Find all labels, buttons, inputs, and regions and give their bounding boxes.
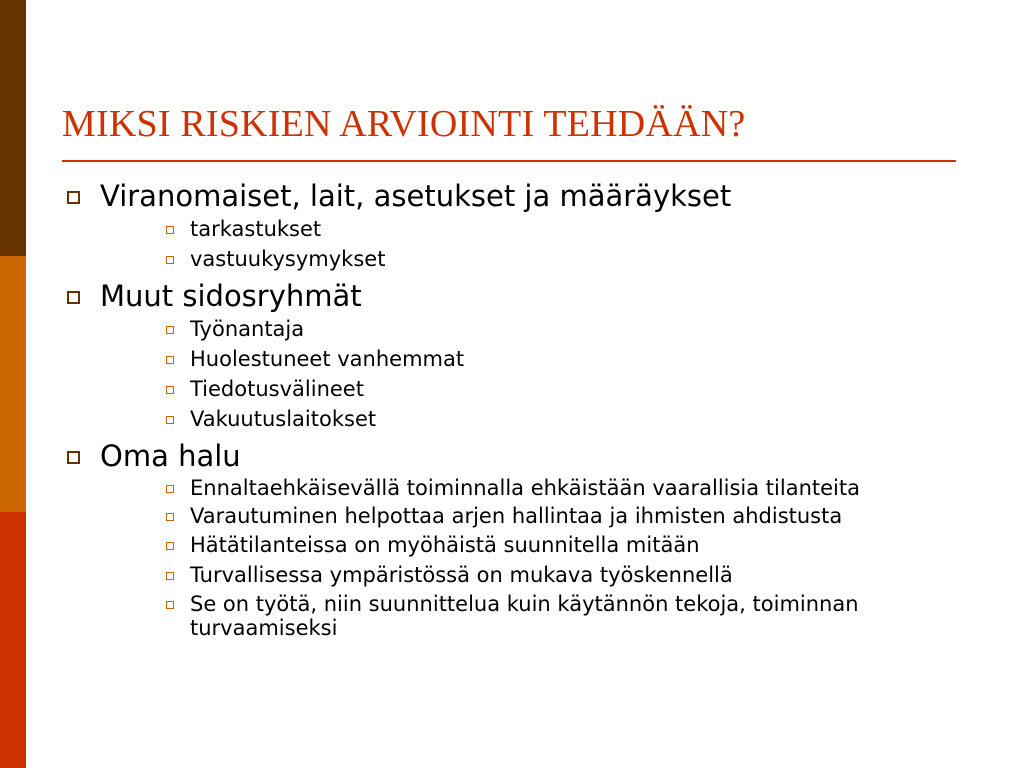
bullet-text: Oma halu bbox=[100, 439, 241, 473]
side-bar-bottom-segment bbox=[0, 512, 26, 768]
sub-bullet-text: vastuukysymykset bbox=[190, 247, 386, 271]
small-square-bullet-icon bbox=[166, 386, 174, 394]
sub-bullet-item bbox=[62, 476, 890, 500]
sub-bullet-text: Varautuminen helpottaa arjen hallintaa ja ihmisten ahdistusta bbox=[190, 504, 843, 528]
small-square-bullet-icon bbox=[166, 416, 174, 424]
bullet-text: Viranomaiset, lait, asetukset ja määräykset bbox=[100, 179, 732, 213]
sub-bullet-item bbox=[62, 216, 890, 242]
small-square-bullet-icon bbox=[166, 601, 174, 609]
small-square-bullet-icon bbox=[166, 356, 174, 364]
small-square-bullet-icon bbox=[166, 513, 174, 521]
small-square-bullet-icon bbox=[166, 542, 174, 550]
bullet-item bbox=[62, 176, 962, 216]
sub-bullet-text: Vakuutuslaitokset bbox=[190, 407, 377, 431]
square-bullet-icon bbox=[67, 451, 80, 464]
sub-bullet-item bbox=[62, 376, 890, 402]
sub-bullet-text: Huolestuneet vanhemmat bbox=[190, 347, 465, 371]
slide-title: MIKSI RISKIEN ARVIOINTI TEHDÄÄN? bbox=[62, 103, 746, 145]
sub-bullet-item bbox=[62, 532, 890, 558]
side-bar-middle-segment bbox=[0, 256, 26, 512]
square-bullet-icon bbox=[67, 191, 80, 204]
bullet-text: Muut sidosryhmät bbox=[100, 279, 362, 313]
sub-bullet-text: Työnantaja bbox=[190, 317, 305, 341]
bullet-list bbox=[62, 176, 962, 644]
small-square-bullet-icon bbox=[166, 326, 174, 334]
sub-bullet-item bbox=[62, 316, 890, 342]
sub-bullet-item bbox=[62, 592, 890, 640]
small-square-bullet-icon bbox=[166, 485, 174, 493]
sub-bullet-text: Hätätilanteissa on myöhäistä suunnitella mitään bbox=[190, 533, 700, 557]
sub-bullet-text: Ennaltaehkäisevällä toiminnalla ehkäistään vaarallisia tilanteita bbox=[190, 476, 860, 500]
bullet-item bbox=[62, 276, 962, 316]
title-underline bbox=[62, 160, 956, 162]
sub-bullet-item bbox=[62, 406, 890, 432]
sub-bullet-item bbox=[62, 562, 890, 588]
small-square-bullet-icon bbox=[166, 572, 174, 580]
square-bullet-icon bbox=[67, 291, 80, 304]
sub-bullet-item bbox=[62, 504, 890, 528]
sub-bullet-text: tarkastukset bbox=[190, 217, 322, 241]
side-bar-top-segment bbox=[0, 0, 26, 256]
bullet-item bbox=[62, 436, 962, 476]
sub-bullet-text: Tiedotusvälineet bbox=[190, 377, 364, 401]
sub-bullet-item bbox=[62, 346, 890, 372]
sub-bullet-text: Se on työtä, niin suunnittelua kuin käytännön tekoja, toiminnan turvaamiseksi bbox=[190, 592, 859, 640]
small-square-bullet-icon bbox=[166, 256, 174, 264]
sub-bullet-item bbox=[62, 246, 890, 272]
small-square-bullet-icon bbox=[166, 226, 174, 234]
sub-bullet-text: Turvallisessa ympäristössä on mukava työskennellä bbox=[190, 563, 733, 587]
